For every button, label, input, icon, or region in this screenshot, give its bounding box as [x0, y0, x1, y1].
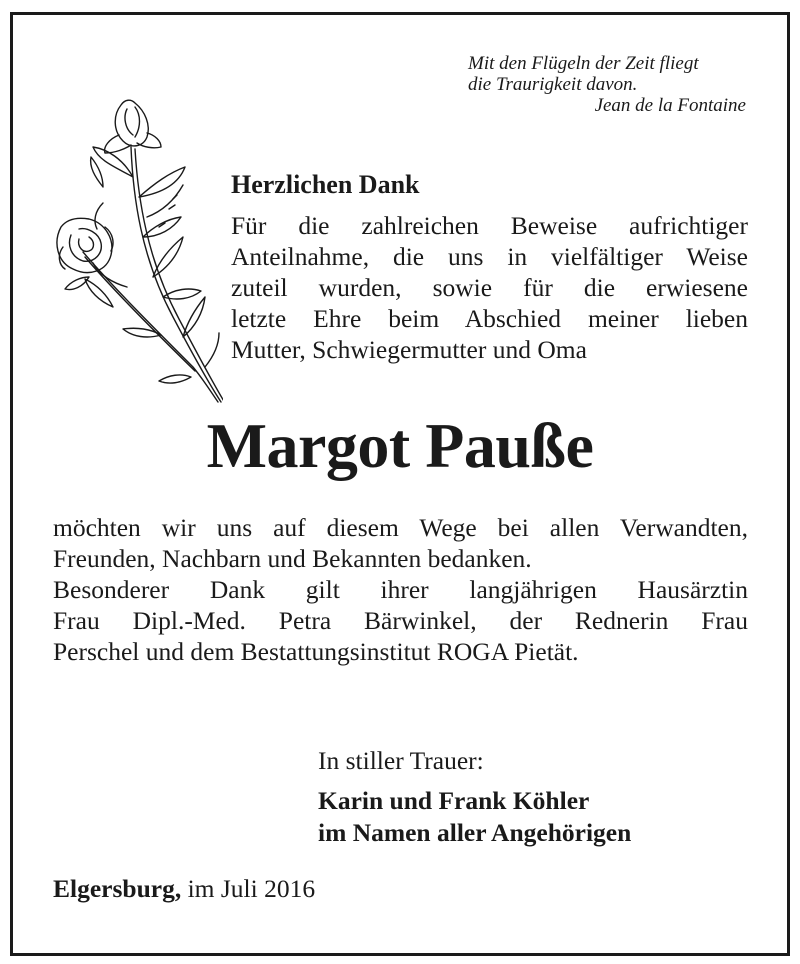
intro-line: letzte Ehre beim Abschied meiner lieben: [231, 304, 748, 333]
body-line: Frau Dipl.-Med. Petra Bärwinkel, der Rednerin Frau: [53, 606, 748, 635]
epigraph-quote: [468, 53, 746, 116]
mourning-label: In stiller Trauer:: [318, 746, 484, 775]
notice-frame: [10, 12, 790, 956]
intro-line: Mutter, Schwiegermutter und Oma: [231, 335, 587, 364]
signer-line: im Namen aller Angehörigen: [318, 818, 632, 847]
quote-author: Jean de la Fontaine: [594, 95, 746, 116]
place-date: [53, 873, 315, 904]
body-text: [53, 512, 748, 667]
heading-thanks: Herzlichen Dank: [231, 170, 420, 199]
intro-line: Anteilnahme, die uns in vielfältiger Weise: [231, 242, 748, 271]
rose-illustration-icon: [43, 87, 223, 407]
body-line: Freunden, Nachbarn und Bekannten bedanken.: [53, 544, 532, 573]
quote-line: die Traurigkeit davon.: [468, 74, 638, 95]
signers: [318, 785, 631, 849]
quote-line: Mit den Flügeln der Zeit fliegt: [468, 53, 699, 74]
intro-text: [231, 210, 748, 365]
place-name: Elgersburg,: [53, 874, 182, 903]
body-line: möchten wir uns auf diesem Wege bei allen Verwandten,: [53, 513, 748, 542]
deceased-name: Margot Pauße: [206, 410, 594, 481]
intro-line: Für die zahlreichen Beweise aufrichtiger: [231, 211, 748, 240]
intro-line: zuteil wurden, sowie für die erwiesene: [231, 273, 748, 302]
body-line: Besonderer Dank gilt ihrer langjährigen Hausärztin: [53, 575, 748, 604]
date: im Juli 2016: [187, 874, 316, 903]
body-line: Perschel und dem Bestattungsinstitut ROGA Pietät.: [53, 637, 579, 666]
signer-line: Karin und Frank Köhler: [318, 786, 590, 815]
